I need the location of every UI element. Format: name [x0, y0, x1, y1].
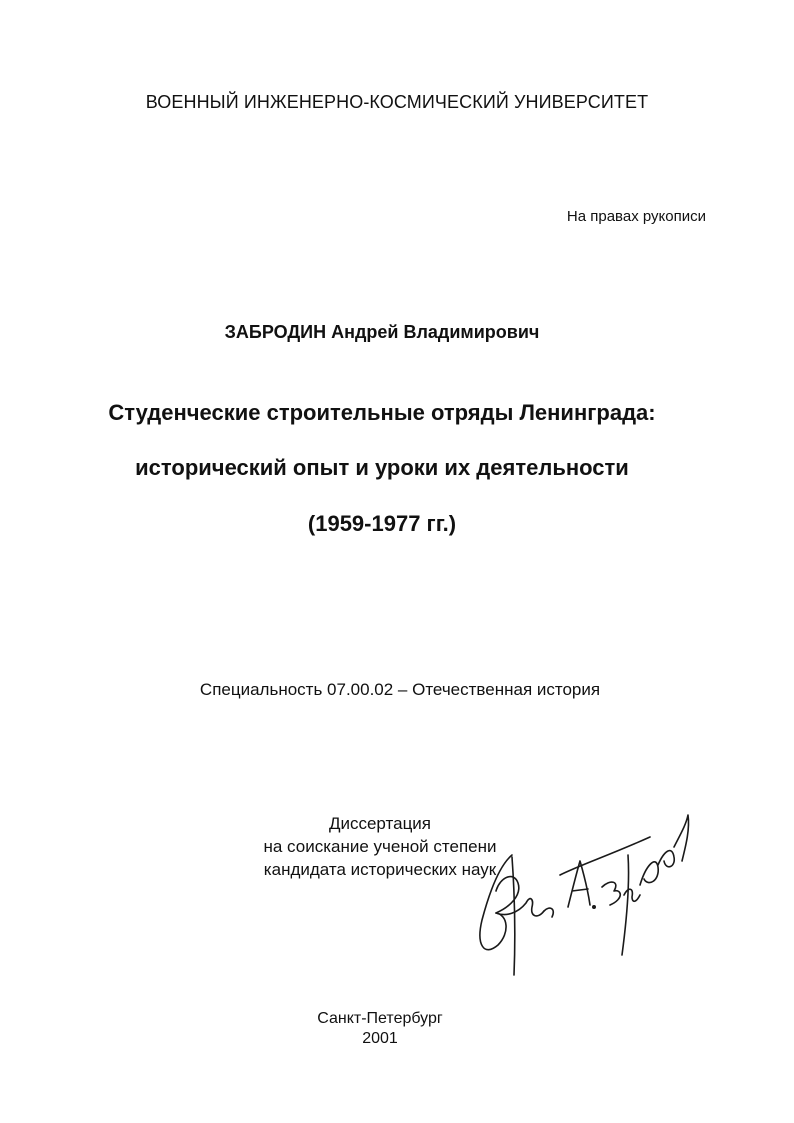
title-line-2: исторический опыт и уроки их деятельности	[135, 455, 629, 480]
title-line-3: (1959-1977 гг.)	[307, 511, 457, 536]
manuscript-note: На правах рукописи	[566, 208, 706, 225]
university-name: ВОЕННЫЙ ИНЖЕНЕРНО-КОСМИЧЕСКИЙ УНИВЕРСИТЕТ	[145, 92, 649, 112]
year: 2001	[362, 1030, 398, 1047]
title-line-1: Студенческие строительные отряды Ленинграда:	[108, 400, 656, 425]
handwritten-signature-icon	[460, 795, 700, 985]
dissertation-line-3: кандидата исторических наук	[263, 860, 497, 879]
city-name: Санкт-Петербург	[317, 1010, 443, 1027]
dissertation-line-2: на соискание ученой степени	[263, 837, 497, 856]
author-name: ЗАБРОДИН Андрей Владимирович	[224, 322, 540, 342]
dissertation-line-1: Диссертация	[328, 814, 432, 833]
specialty-line: Специальность 07.00.02 – Отечественная история	[199, 680, 601, 699]
